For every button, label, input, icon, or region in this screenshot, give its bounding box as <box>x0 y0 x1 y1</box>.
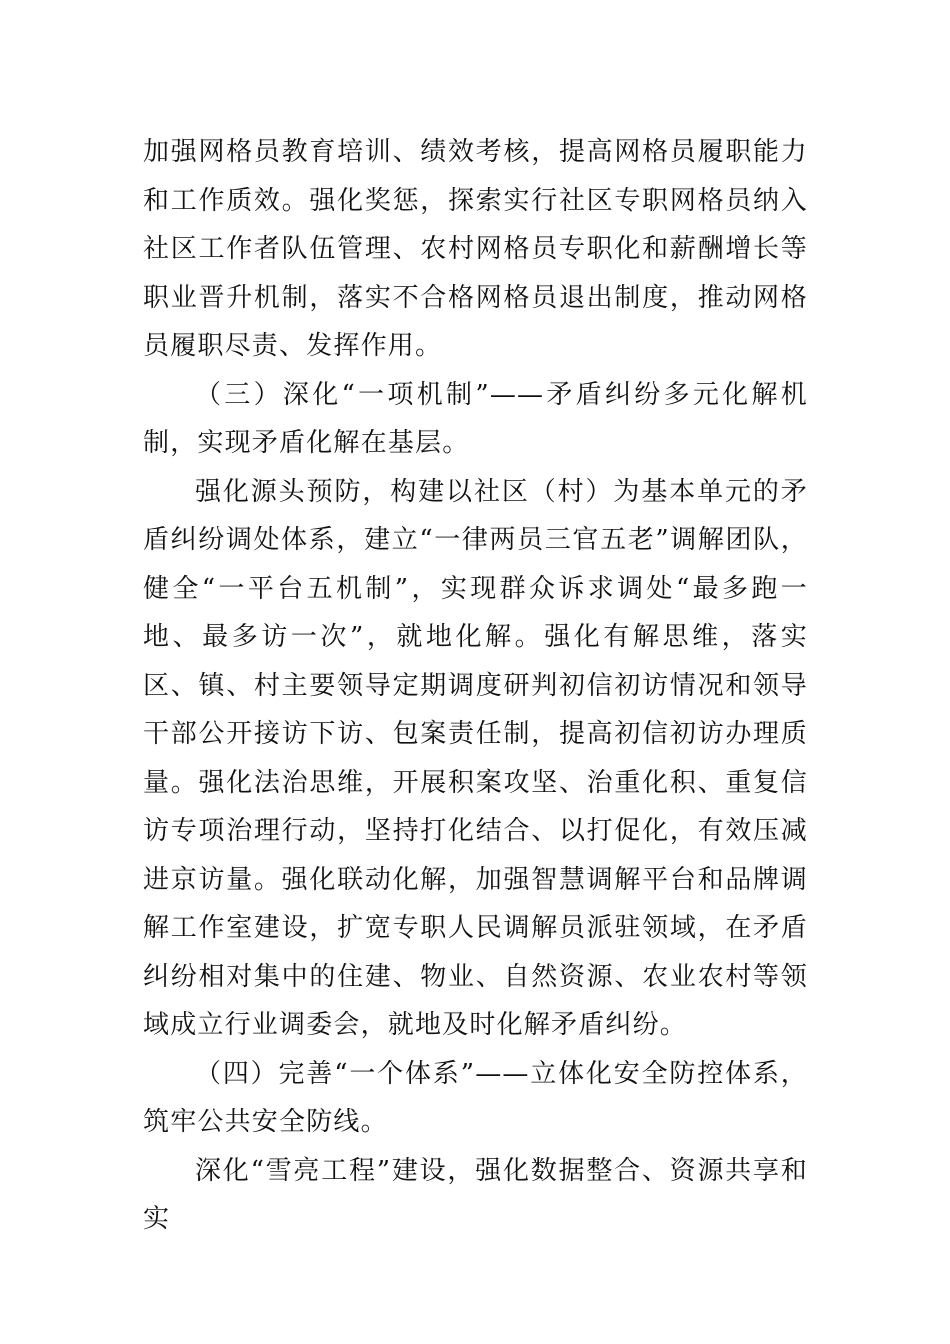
paragraph-xueliang-project: 深化“雪亮工程”建设，强化数据整合、资源共享和实 <box>143 1155 808 1234</box>
paragraph-heading-mechanism: （三）深化“一项机制”——矛盾纠纷多元化解机制，实现矛盾化解在基层。 <box>143 379 808 458</box>
paragraph-grid-staff-training: 加强网格员教育培训、绩效考核，提高网格员履职能力和工作质效。强化奖惩，探索实行社区专职网格员纳入社区工作者队伍管理、农村网格员专职化和薪酬增长等职业晋升机制，落实不合格网格员退出制度，推动网格员履职尽责、发挥作用。 <box>143 137 808 361</box>
document-body <box>143 128 808 1244</box>
paragraph-heading-security-system: （四）完善“一个体系”——立体化安全防控体系，筑牢公共安全防线。 <box>143 1058 808 1137</box>
paragraph-dispute-resolution: 强化源头预防，构建以社区（村）为基本单元的矛盾纠纷调处体系，建立“一律两员三官五老”调解团队，健全“一平台五机制”，实现群众诉求调处“最多跑一地、最多访一次”，就地化解。强化有解思维，落实区、镇、村主要领导定期调度研判初信初访情况和领导干部公开接访下访、包案责任制，提高初信初访办理质量。强化法治思维，开展积案攻坚、治重化积、重复信访专项治理行动，坚持打化结合、以打促化，有效压减进京访量。强化联动化解，加强智慧调解平台和品牌调解工作室建设，扩宽专职人民调解员派驻领域，在矛盾纠纷相对集中的住建、物业、自然资源、农业农村等领域成立行业调委会，就地及时化解矛盾纠纷。 <box>143 476 808 1040</box>
